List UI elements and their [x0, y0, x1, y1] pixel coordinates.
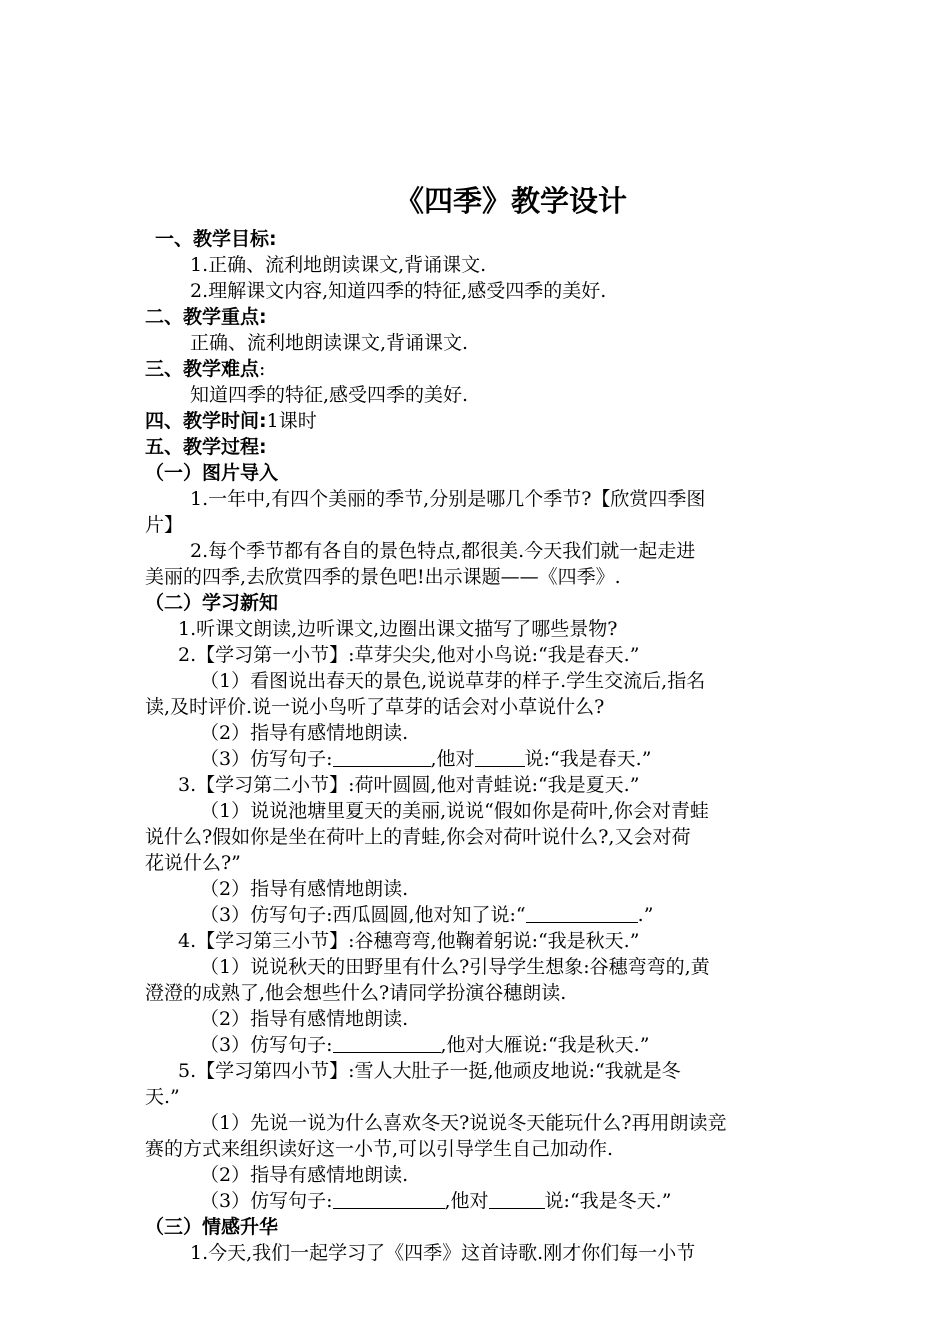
- document-title: 《四季》教学设计: [394, 184, 627, 218]
- part2-item3: 3.【学习第二小节】:荷叶圆圆,他对青蛙说:“我是夏天.”: [178, 774, 640, 796]
- part3-para1: 1.今天,我们一起学习了《四季》这首诗歌.刚才你们每一小节: [190, 1242, 696, 1264]
- part2-item2-sub1-line1: （1）看图说出春天的景色,说说草芽的样子.学生交流后,指名: [200, 670, 706, 692]
- section-time-line: [145, 408, 317, 434]
- part2-item5-line2: 天.”: [145, 1086, 180, 1108]
- fill-prefix: （3）仿写句子:: [200, 1034, 333, 1056]
- part2-item3-sub1-line1: （1）说说池塘里夏天的美丽,说说“假如你是荷叶,你会对青蛙: [200, 800, 709, 822]
- part2-item1: 1.听课文朗读,边听课文,边圈出课文描写了哪些景物?: [178, 618, 618, 640]
- goal-1: 1.正确、流利地朗读课文,背诵课文.: [190, 254, 487, 276]
- part2-item2-sub2: （2）指导有感情地朗读.: [200, 722, 409, 744]
- fill-prefix: （3）仿写句子:: [200, 748, 333, 770]
- blank-line: [475, 746, 525, 767]
- part1-para1-line2: 片】: [145, 514, 184, 536]
- part2-item4-sub3: [200, 1032, 649, 1058]
- blank-line: [333, 1188, 445, 1209]
- part3-heading: （三）情感升华: [145, 1216, 279, 1238]
- fill-suffix: 说:“我是冬天.”: [544, 1190, 672, 1212]
- section-time-heading: 四、教学时间:: [145, 410, 267, 432]
- section-difficulties-colon: :: [259, 358, 266, 380]
- part2-item3-sub3: [200, 902, 653, 928]
- difficulty-text: 知道四季的特征,感受四季的美好.: [190, 384, 469, 406]
- section-difficulties-line: [145, 356, 265, 382]
- section-key-points-heading: 二、教学重点:: [145, 306, 267, 328]
- part2-item5-sub2: （2）指导有感情地朗读.: [200, 1164, 409, 1186]
- fill-prefix: （3）仿写句子:: [200, 1190, 333, 1212]
- part2-item4-sub1-line2: 澄澄的成熟了,他会想些什么?请同学扮演谷穗朗读.: [145, 982, 567, 1004]
- blank-line: [489, 1188, 545, 1209]
- part2-heading: （二）学习新知: [145, 592, 279, 614]
- part2-item4-sub2: （2）指导有感情地朗读.: [200, 1008, 409, 1030]
- fill-middle: ,他对: [444, 1190, 489, 1212]
- part1-para1-line1: 1.一年中,有四个美丽的季节,分别是哪几个季节?【欣赏四季图: [190, 488, 706, 510]
- goal-2: 2.理解课文内容,知道四季的特征,感受四季的美好.: [190, 280, 607, 302]
- section-time-value: 1课时: [266, 410, 317, 432]
- section-process-heading: 五、教学过程:: [145, 436, 267, 458]
- part2-item3-sub2: （2）指导有感情地朗读.: [200, 878, 409, 900]
- blank-line: [526, 902, 638, 923]
- part1-para2-line1: 2.每个季节都有各自的景色特点,都很美.今天我们就一起走进: [190, 540, 696, 562]
- part2-item4: 4.【学习第三小节】:谷穗弯弯,他鞠着躬说:“我是秋天.”: [178, 930, 640, 952]
- section-difficulties-heading: 三、教学难点: [145, 358, 260, 380]
- section-goals-heading: 一、教学目标:: [155, 228, 277, 250]
- part2-item5-sub1-line2: 赛的方式来组织读好这一小节,可以引导学生自己加动作.: [145, 1138, 614, 1160]
- fill-suffix: ,他对大雁说:“我是秋天.”: [440, 1034, 650, 1056]
- part2-item5-line1: 5.【学习第四小节】:雪人大肚子一挺,他顽皮地说:“我就是冬: [178, 1060, 681, 1082]
- key-point-text: 正确、流利地朗读课文,背诵课文.: [190, 332, 469, 354]
- part1-para2-line2: 美丽的四季,去欣赏四季的景色吧!出示课题——《四季》.: [145, 566, 621, 588]
- part2-item3-sub1-line2: 说什么?假如你是坐在荷叶上的青蛙,你会对荷叶说什么?,又会对荷: [145, 826, 691, 848]
- part2-item5-sub1-line1: （1）先说一说为什么喜欢冬天?说说冬天能玩什么?再用朗读竞: [200, 1112, 727, 1134]
- part2-item2-sub3: [200, 746, 651, 772]
- blank-line: [333, 746, 431, 767]
- part1-heading: （一）图片导入: [145, 462, 279, 484]
- part2-item2-sub1-line2: 读,及时评价.说一说小鸟听了草芽的话会对小草说什么?: [145, 696, 605, 718]
- part2-item3-sub1-line3: 花说什么?”: [145, 852, 241, 874]
- fill-suffix: .”: [637, 904, 654, 926]
- part2-item2: 2.【学习第一小节】:草芽尖尖,他对小鸟说:“我是春天.”: [178, 644, 640, 666]
- blank-line: [333, 1032, 441, 1053]
- fill-prefix: （3）仿写句子:西瓜圆圆,他对知了说:“: [200, 904, 526, 926]
- fill-suffix: 说:“我是春天.”: [524, 748, 652, 770]
- part2-item4-sub1-line1: （1）说说秋天的田野里有什么?引导学生想象:谷穗弯弯的,黄: [200, 956, 710, 978]
- part2-item5-sub3: [200, 1188, 671, 1214]
- fill-middle: ,他对: [430, 748, 475, 770]
